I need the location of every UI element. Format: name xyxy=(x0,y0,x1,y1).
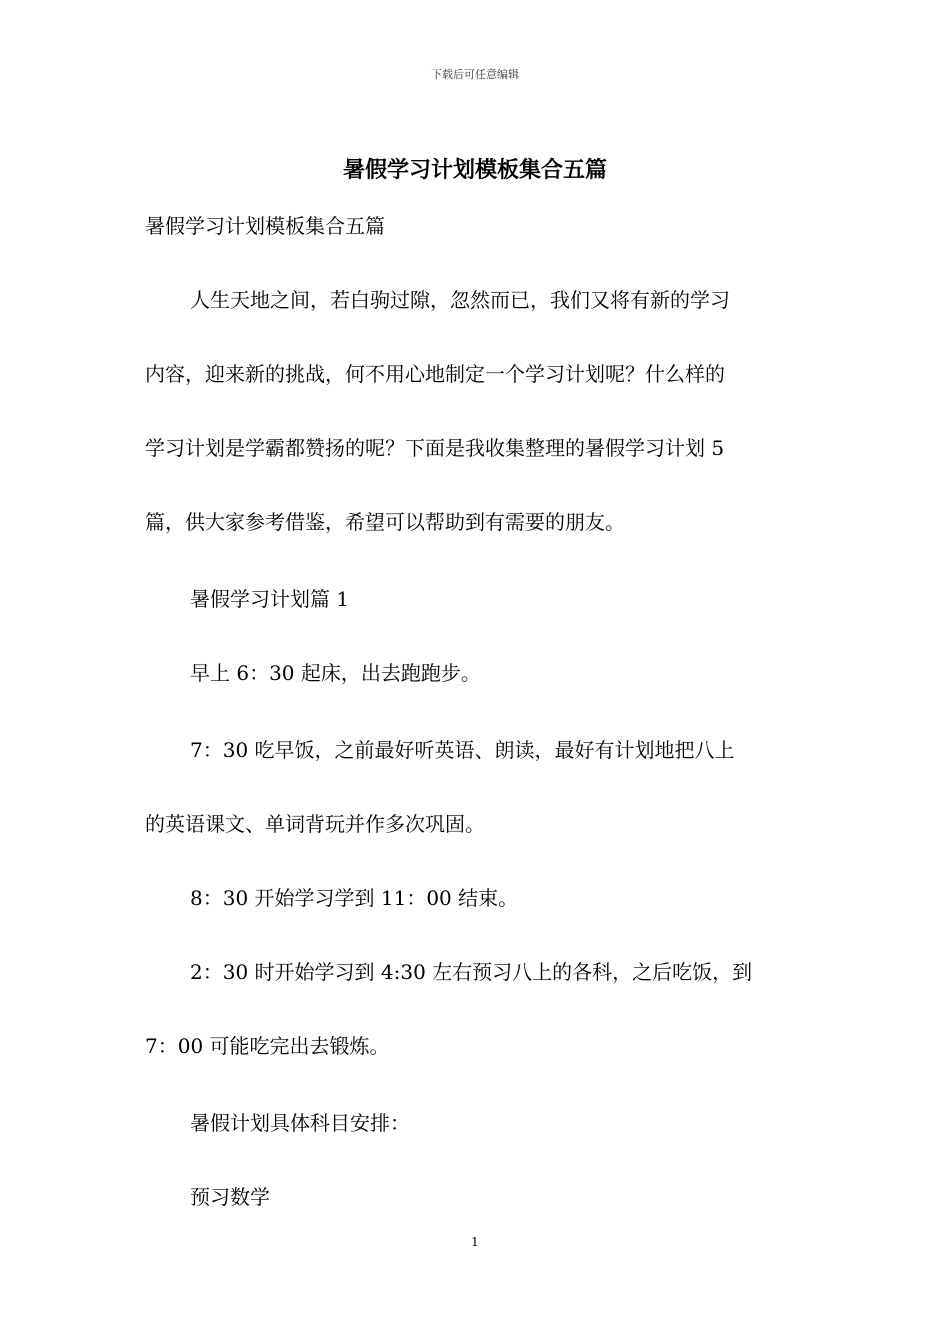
paragraph-line: 预习数学 xyxy=(190,1185,270,1209)
paragraph-line: 篇，供大家参考借鉴，希望可以帮助到有需要的朋友。 xyxy=(145,510,625,534)
section-heading: 暑假学习计划篇 1 xyxy=(190,587,350,611)
paragraph-line: 暑假计划具体科目安排： xyxy=(190,1111,410,1135)
paragraph-line: 7：30 吃早饭，之前最好听英语、朗读，最好有计划地把八上 xyxy=(190,738,735,762)
paragraph-line: 2：30 时开始学习到 4:30 左右预习八上的各科，之后吃饭，到 xyxy=(190,960,753,984)
page-header-note: 下载后可任意编辑 xyxy=(431,68,519,81)
paragraph-line: 学习计划是学霸都赞扬的呢？下面是我收集整理的暑假学习计划 5 xyxy=(145,436,725,460)
paragraph-line: 内容，迎来新的挑战，何不用心地制定一个学习计划呢？什么样的 xyxy=(145,362,725,386)
page-number: 1 xyxy=(471,1235,479,1249)
paragraph-line: 早上 6：30 起床，出去跑跑步。 xyxy=(190,661,481,685)
document-title: 暑假学习计划模板集合五篇 xyxy=(342,157,607,183)
document-subtitle: 暑假学习计划模板集合五篇 xyxy=(145,214,385,238)
paragraph-line: 8：30 开始学习学到 11：00 结束。 xyxy=(190,886,519,910)
paragraph-line: 7：00 可能吃完出去锻炼。 xyxy=(145,1034,390,1058)
paragraph-line: 人生天地之间，若白驹过隙，忽然而已，我们又将有新的学习 xyxy=(190,288,730,312)
paragraph-line: 的英语课文、单词背玩并作多次巩固。 xyxy=(145,812,485,836)
